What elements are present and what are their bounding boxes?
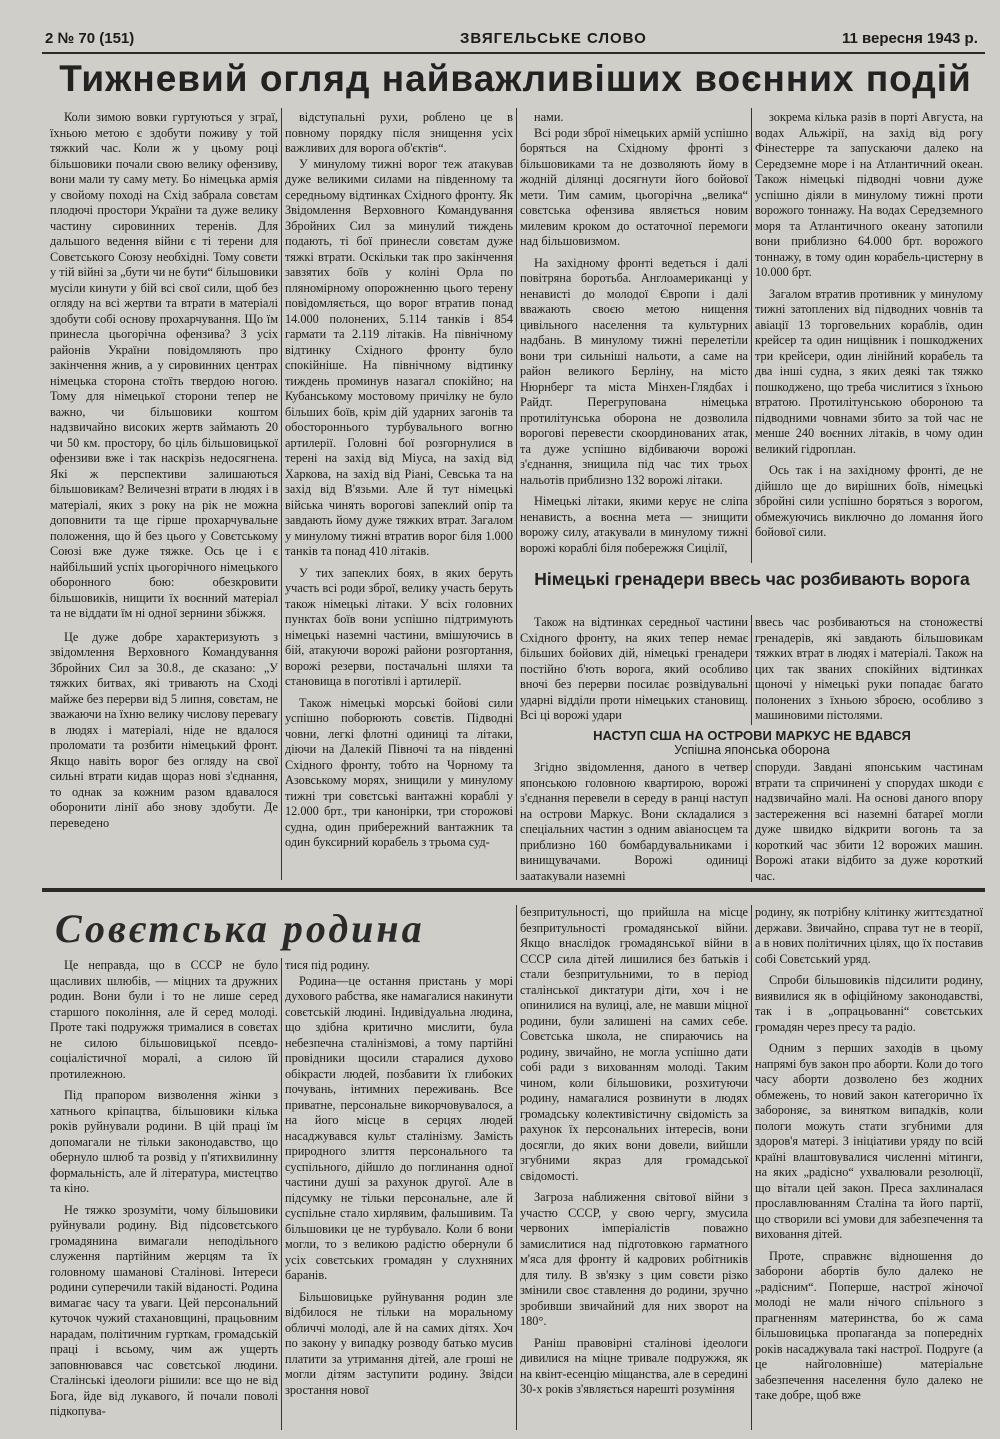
paragraph: Також на відтинках середньої частини Східного фронту, на яких тепер немає більших бойових дій, німецькі гренадери постійно б'ють ворога, який особливо вночі без перерви посилає розвідувальні ударні відділи проти німецьких становищ. Всі ці ворожі удари	[520, 615, 748, 722]
paragraph: Одним з перших заходів в цьому напрямі був закон про аборти. Коли до того часу аборти дозволено без жодних обмежень, то новий закон категорично їх забороняє, за винятком випадків, коли пологи можуть стати згубними для здоров'я матері. З ініціативи уряду по всій країні влаштовувалися численні мітинги, на яких „радісно“ ухвалювали резолюції, що вітали цей закон. Преса захлиналася прославлюванням Сталіна та його партії, що створили всі умови для забезпечення та виховання дітей.	[755, 1041, 983, 1241]
paragraph: Загалом втратив противник у минулому тижні затоплених від підводних човнів та авіації 13 торговельних кораблів, один крейсер та один нищівник і пошкоджених три крейсери, один лінійний корабель та два інші судна, з яких деякі так тяжко пошкоджено, що треба числитися з їхньою втратою. Протилітунською обороною та підводними човнами збито за той час не менше 240 воєнних літаків, в чому один великий гідроплан.	[755, 286, 983, 456]
article4-column-2	[285, 958, 513, 1430]
article1-title: Тижневий огляд найважливіших воєнних подій	[59, 58, 972, 99]
paragraph: На західному фронті ведеться і далі повітряна боротьба. Англоамериканці у ненависті до молодої Європи і далі вважають своєю метою нищення цивільного населення та культурних надбань. В минулому тижні перелетіли вони три сильніші нальоти, а саме на район великого Берліну, на місто Нюрнберг та міста Мінхен-Глядбах і Райдт. Перегрупована німецька протилітунська оборона не дозволила ворогові перевести скоординованих атак, та дуже успішно відбиваючи ворожі з'єднання, знищила під час тих трьох нальотів приблизно 132 ворожі літаки.	[520, 255, 748, 487]
paragraph: У минулому тижні ворог теж атакував дуже великими силами на південному та середньому відтинках Східного фронту. Як Звідомлення Верховного Командування Збройних Сил за минулий тиждень подають, ті бої принесли совєтам дуже тяжкі втрати. Оскільки так про закінчення завзятих боїв у коліні Орла по пляномірному опорожненню цього терену повідомляється, що ворог втратив понад 14.000 полонених, 5.114 танків і 854 гармати та 2.119 літаків. На північному відтинку Східного фронту було спокійніше. На північному відтинку тиждень проминув назагал спокійно; на Кубанському мостовому причілку не було більших боїв, крім дій ударних загонів та обостороннього турбувального вогню артилерії. Головні бої розгорнулися в терені на захід від Міуса, на захід від Харкова, на захід від Ріані, Севська та на захід від В'язьми. Але й тут німецькі війська чинять ворогові запеклий опір та завдають йому дуже тяжких втрат. Загалом у минулому тижні втратив ворог біля 1.000 танків та понад 410 літаків.	[285, 156, 513, 558]
column-divider	[281, 108, 282, 880]
paragraph: Більшовицьке руйнування родин зле відбилося не тільки на моральному обличчі молоді, але й на самих дітях. Хоч по закону у випадку розводу батько мусив платити за утримання дітей, але гроші не могли дітям заступити родину. Звідси зростання нової	[285, 1289, 513, 1397]
paragraph: Проте, справжнє відношення до заборони абортів було далеко не „радісним“. Поперше, настрої жіночої молоді не мали нічого спільного з прагненням материнства, бо ж сама більшовицька пропаганда за попередніх років насаджувала такі настрої. Подруге (а це найголовніше) матеріальне забезпечення населення було далеко не таке добре, щоб вже	[755, 1248, 983, 1402]
column-divider	[751, 615, 752, 725]
column-divider	[751, 108, 752, 563]
article3-column-left	[520, 760, 748, 882]
paragraph: безпритульності, що прийшла на місце безпритульності громадянської війни. Якщо внаслідок громадянської війни в СССР сила дітей лишилися без батьків і стали безпритульними, то в період сталінської диктатури діти, хоч і не опинилися на вулиці, але, не мавши міцної родини, були залишені на самих себе. Совєтська школа, не спираючись на родину, звичайно, не могла успішно дати собі ради з вихованням молоді. Таким чином, коли більшовики, розхитуючи родину, намагалися розвинути в людях громадську колективістичну свідомість за рахунок їх персональних інтересів, вони досягли, до яких вони довели, вийшли згубними якраз для громадської свідомості.	[520, 905, 748, 1183]
page-header	[45, 30, 980, 52]
article4-column-4	[755, 905, 983, 1430]
paragraph: Також німецькі морські бойові сили успішно поборюють совєтів. Підводні човни, легкі флотні одиниці та літаки, діючи на Далекій Півночі та на південні Східного фронту, тобто на Чорному та Азовському морях, знищили у минулому тижні три совєтські вантажні кораблі у 12.000 брт., три канонірки, три сторожові судна, один прибережний вантажник та один буксирний корабель з трьома суд-	[285, 695, 513, 849]
article1-column-2	[285, 110, 513, 882]
paragraph: Німецькі літаки, якими керує не сліпа ненависть, а воєнна мета — знищити ворожу силу, атакували в минулому тижні ворожі кораблі біля побережжя Сицілії,	[520, 494, 748, 555]
header-rule	[42, 52, 985, 54]
article4-column-3	[520, 905, 748, 1430]
paragraph: Згідно звідомлення, даного в четвер японською головною квартирою, ворожі з'єднання перевели в середу в ранці наступ на острови Маркус. Вони складалися з спеціальних частин з одним авіаносцем та приблизно 160 бомбардувальниками і винищувачами. Ворожі одиниці заатакували наземні	[520, 760, 748, 882]
paragraph: Ось так і на західному фронті, де не дійшло ще до вирішних боїв, німецькі збройні сили успішно боряться з ворогом, обмежуючись виключно до ломання його бойової сили.	[755, 463, 983, 539]
article3-column-right	[755, 760, 983, 882]
paragraph: нами.	[534, 110, 564, 124]
paragraph: відступальні рухи, роблено це в повному порядку після знищення усіх важливих для ворога об'єктів“.	[285, 110, 513, 155]
article4-column-1	[50, 958, 278, 1430]
paragraph: родину, як потрібну клітинку життєздатної держави. Звичайно, справа тут не в теорії, а в нових політичних цілях, що їх поставив собі Совєтський уряд.	[755, 905, 983, 966]
paragraph: Загроза наближення світової війни з участю СССР, у свою чергу, змусила червоних імперіалістів поважно замислитися над підготовкою гарматного м'яса для фронту й кадрових робітників для тилу. В зв'язку з цим совєти різко змінили своє ставлення до родини, зручно зробивши звичайний для них зворот на 180°.	[520, 1190, 748, 1328]
paragraph: Під прапором визволення жінки з хатнього кріпацтва, більшовики кілька років руйнували родини. В цій праці їм допомагали не тільки законодавство, що обернуло шлюб та розвід у п'ятихвилинну формальність, але й література, мистецтво та кіно.	[50, 1088, 278, 1195]
paragraph: зокрема кілька разів в порті Августа, на водах Альжірії, на захід від рогу Фінестерре та запускаючи далеко на Середземне море і на Атлантичний океан. Також німецькі підводні човни дуже успішно діяли в минулому тижні проти ворожого тоннажу. На водах Середземного моря та Атлантичного океану затопили вони приблизно 64.000 брт. ворожого тоннажу, в тому один корабель-цистерну в 10.000 брт.	[755, 110, 983, 279]
paragraph: тися під родину.	[285, 958, 370, 972]
paragraph: Не тяжко зрозуміти, чому більшовики руйнували родину. Від підсовєтського громадянина вимагали неподільного служення партійним жерцям та їх головному шаманові Сталінові. Інтереси родини суперечили такій віданості. Родина вимагає часу та уваги. Цей персональний куточок чужий стахановщині, працьовним нарадам, політичним гурткам, громадській праці і всьому, чим аж ущерть заповнювався час совєтської людини. Сталінські ідеологи рішили: все що не від Бога, йде від лукавого, й почали поволі підкопува-	[50, 1202, 278, 1418]
column-divider	[281, 958, 282, 1430]
article4-title: Совєтська родина	[55, 906, 425, 951]
paragraph: Коли зимою вовки гуртуються у зграї, їхньою метою є здобути поживу у той тяжкий час. Коли ж у цьому році більшовики почали свою велику офензиву, вони мали ту саму мету. Бо німецька армія у свойому поході на Схід забрала совєтам плодючі простори України та дуже велику частину сировинних теренів. Для дальшого ведення війни є ті терени для Совєтського Союзу необхідні. Тому совєти у тій війні за „бути чи не бути“ більшовики мусіли кинути у бій всі свої сили, щоб без огляду на всі жертви та втрати в матеріалі здобути собі основу прохарчування. Що їм принесла цьогорічна офензива? З усіх районів України повідомляють про закінчення жнив, а у сировинних центрах німецька сторона стоїть твердою ногою. Тому для німецької сторони тепер не важно, чи більшовики коштом надзвичайно високих жертв займають 20 чи 50 км. простору, бо ціль більшовицької офензиви вже і так наскрізь недосягнена. Які ж перспективи залишаються більшовикам? Величезні втрати в людях і в матеріалі, яких з року на рік не можна доповнити та ще гірше прохарчувальне положення, що й без цього у Совєтському Союзі вже дуже тяжке. Ось це і є найбільший успіх цьогорічного німецького оборонного бою: обезкровити більшовиків, нищити їх воєнний матеріал та не віддати їм ні одної зернини збіжжя.	[50, 110, 278, 620]
section-divider	[42, 888, 985, 892]
article1-column-3	[520, 110, 748, 565]
paragraph: ввесь час розбиваються на стоножестві гренадерів, які завдають більшовикам тяжких втрат в людях і матеріалі. Також на цих так званих спокійних відтинках щоночі у німецькі руки попадає багато полонених з їхньою зброєю, особливо з машиновими пістолями.	[755, 615, 983, 722]
paragraph: У тих запеклих боях, в яких беруть участь всі роди зброї, велику участь беруть також німецькі літаки. У всіх головних пунктах боїв вони успішно підтримують німецькі наземні частини, вмішуючись в бій, атакуючи ворожі райони розгортання, ворожі резерви, постачальні шляхи та становища в поготівлі і артилерії.	[285, 565, 513, 688]
paragraph: Родина—це остання пристань у морі духового рабства, яке намагалися накинути совєтській людині. Індивідуальна людина, що здібна критично мислити, була небезпечна сталінізмові, а тому партійні провідники щосили старалися духово обікрасти людей, позбавити їх глибоких почувань, інтимних переживань. Все приватне, персональне викорчовувалося, а на його місце в серцях людей насаджувався культ сталінізму. Замість природного злиття персонального та суспільного, дійшло до поглинання одної частини душі за рахунок другої. Але в підсумку не тільки персональне, але й суспільне стало хирлявим, фальшивим. Та більшовики це не турбувало. Коли б вони могли, то з великою радістю обернули б усіх совєтських громадян у слухняних баранів.	[285, 973, 513, 1282]
article2-column-right	[755, 615, 983, 725]
paragraph: Всі роди зброї німецьких армій успішно боряться на Східному фронті з більшовиками та не дозволяють йому в жодній ділянці досягнути його бойової мети. Тим самим, цьогорічна „велика“ совєтська офензива являється новим милевим кроком до остаточної перемоги над більшовизмом.	[520, 125, 748, 248]
article2-column-left	[520, 615, 748, 725]
newspaper-name: ЗВЯГЕЛЬСЬКЕ СЛОВО	[460, 30, 647, 47]
article2-title: Німецькі гренадери ввесь час розбивають ворога	[534, 569, 970, 589]
paragraph: Спроби більшовиків підсилити родину, виявилися як в офіційному законодавстві, так і в „опрацьованні“ совєтських громадян через пресу та радіо.	[755, 973, 983, 1034]
article3-title: НАСТУП США НА ОСТРОВИ МАРКУС НЕ ВДАВСЯ	[593, 728, 911, 743]
article1-column-4	[755, 110, 983, 565]
article1-column-1	[50, 110, 278, 882]
column-divider	[516, 905, 517, 1430]
page-issue-number: 2 № 70 (151)	[45, 30, 135, 47]
column-divider	[751, 760, 752, 882]
paragraph: Це неправда, що в СССР не було щасливих шлюбів, — міцних та дружних родин. Вони були і то не лише серед старшого покоління, але й серед молоді. Проте такі подружжя трималися в совєтах не силою більшовицької псевдо-соціалістичної моралі, а силою їй протилежною.	[50, 958, 278, 1081]
paragraph: Раніш правовірні сталінові ідеологи дивилися на міцне тривале подружжя, як на квінт-есенцію міщанства, але в середині 30-х років з'являється нарешті розуміння	[520, 1335, 748, 1396]
column-divider	[516, 108, 517, 880]
paragraph: споруди. Завдані японським частинам втрати та спричинені у спорудах шкоди є надзвичайно малі. На основі даного впору застереження всі наземні батареї могли дуже швидко відкрити вогонь та за короткий час збити 12 ворожих машин. Ворожі атаки відбито за дуже короткий час.	[755, 760, 983, 882]
article3-subtitle: Успішна японська оборона	[674, 743, 830, 757]
paragraph: Це дуже добре характеризують з звідомлення Верховного Командування Збройних Сил за 30.8., де сказано: „У тяжких битвах, які тривають на Сході майже без перерви від 5 липня, совєтам, не зважаючи на їхню велику числову перевагу в людях і матеріалі, ніде не вдалося проломати та розбити німецький фронт. Якщо навіть ворог без огляду на свої сильні втрати кидав щораз нові з'єднання, то однак за кожним разом вдавалося оборонити лінії або знову здобути. Де переведено	[50, 629, 278, 830]
issue-date: 11 вересня 1943 р.	[842, 30, 978, 47]
column-divider	[751, 905, 752, 1430]
